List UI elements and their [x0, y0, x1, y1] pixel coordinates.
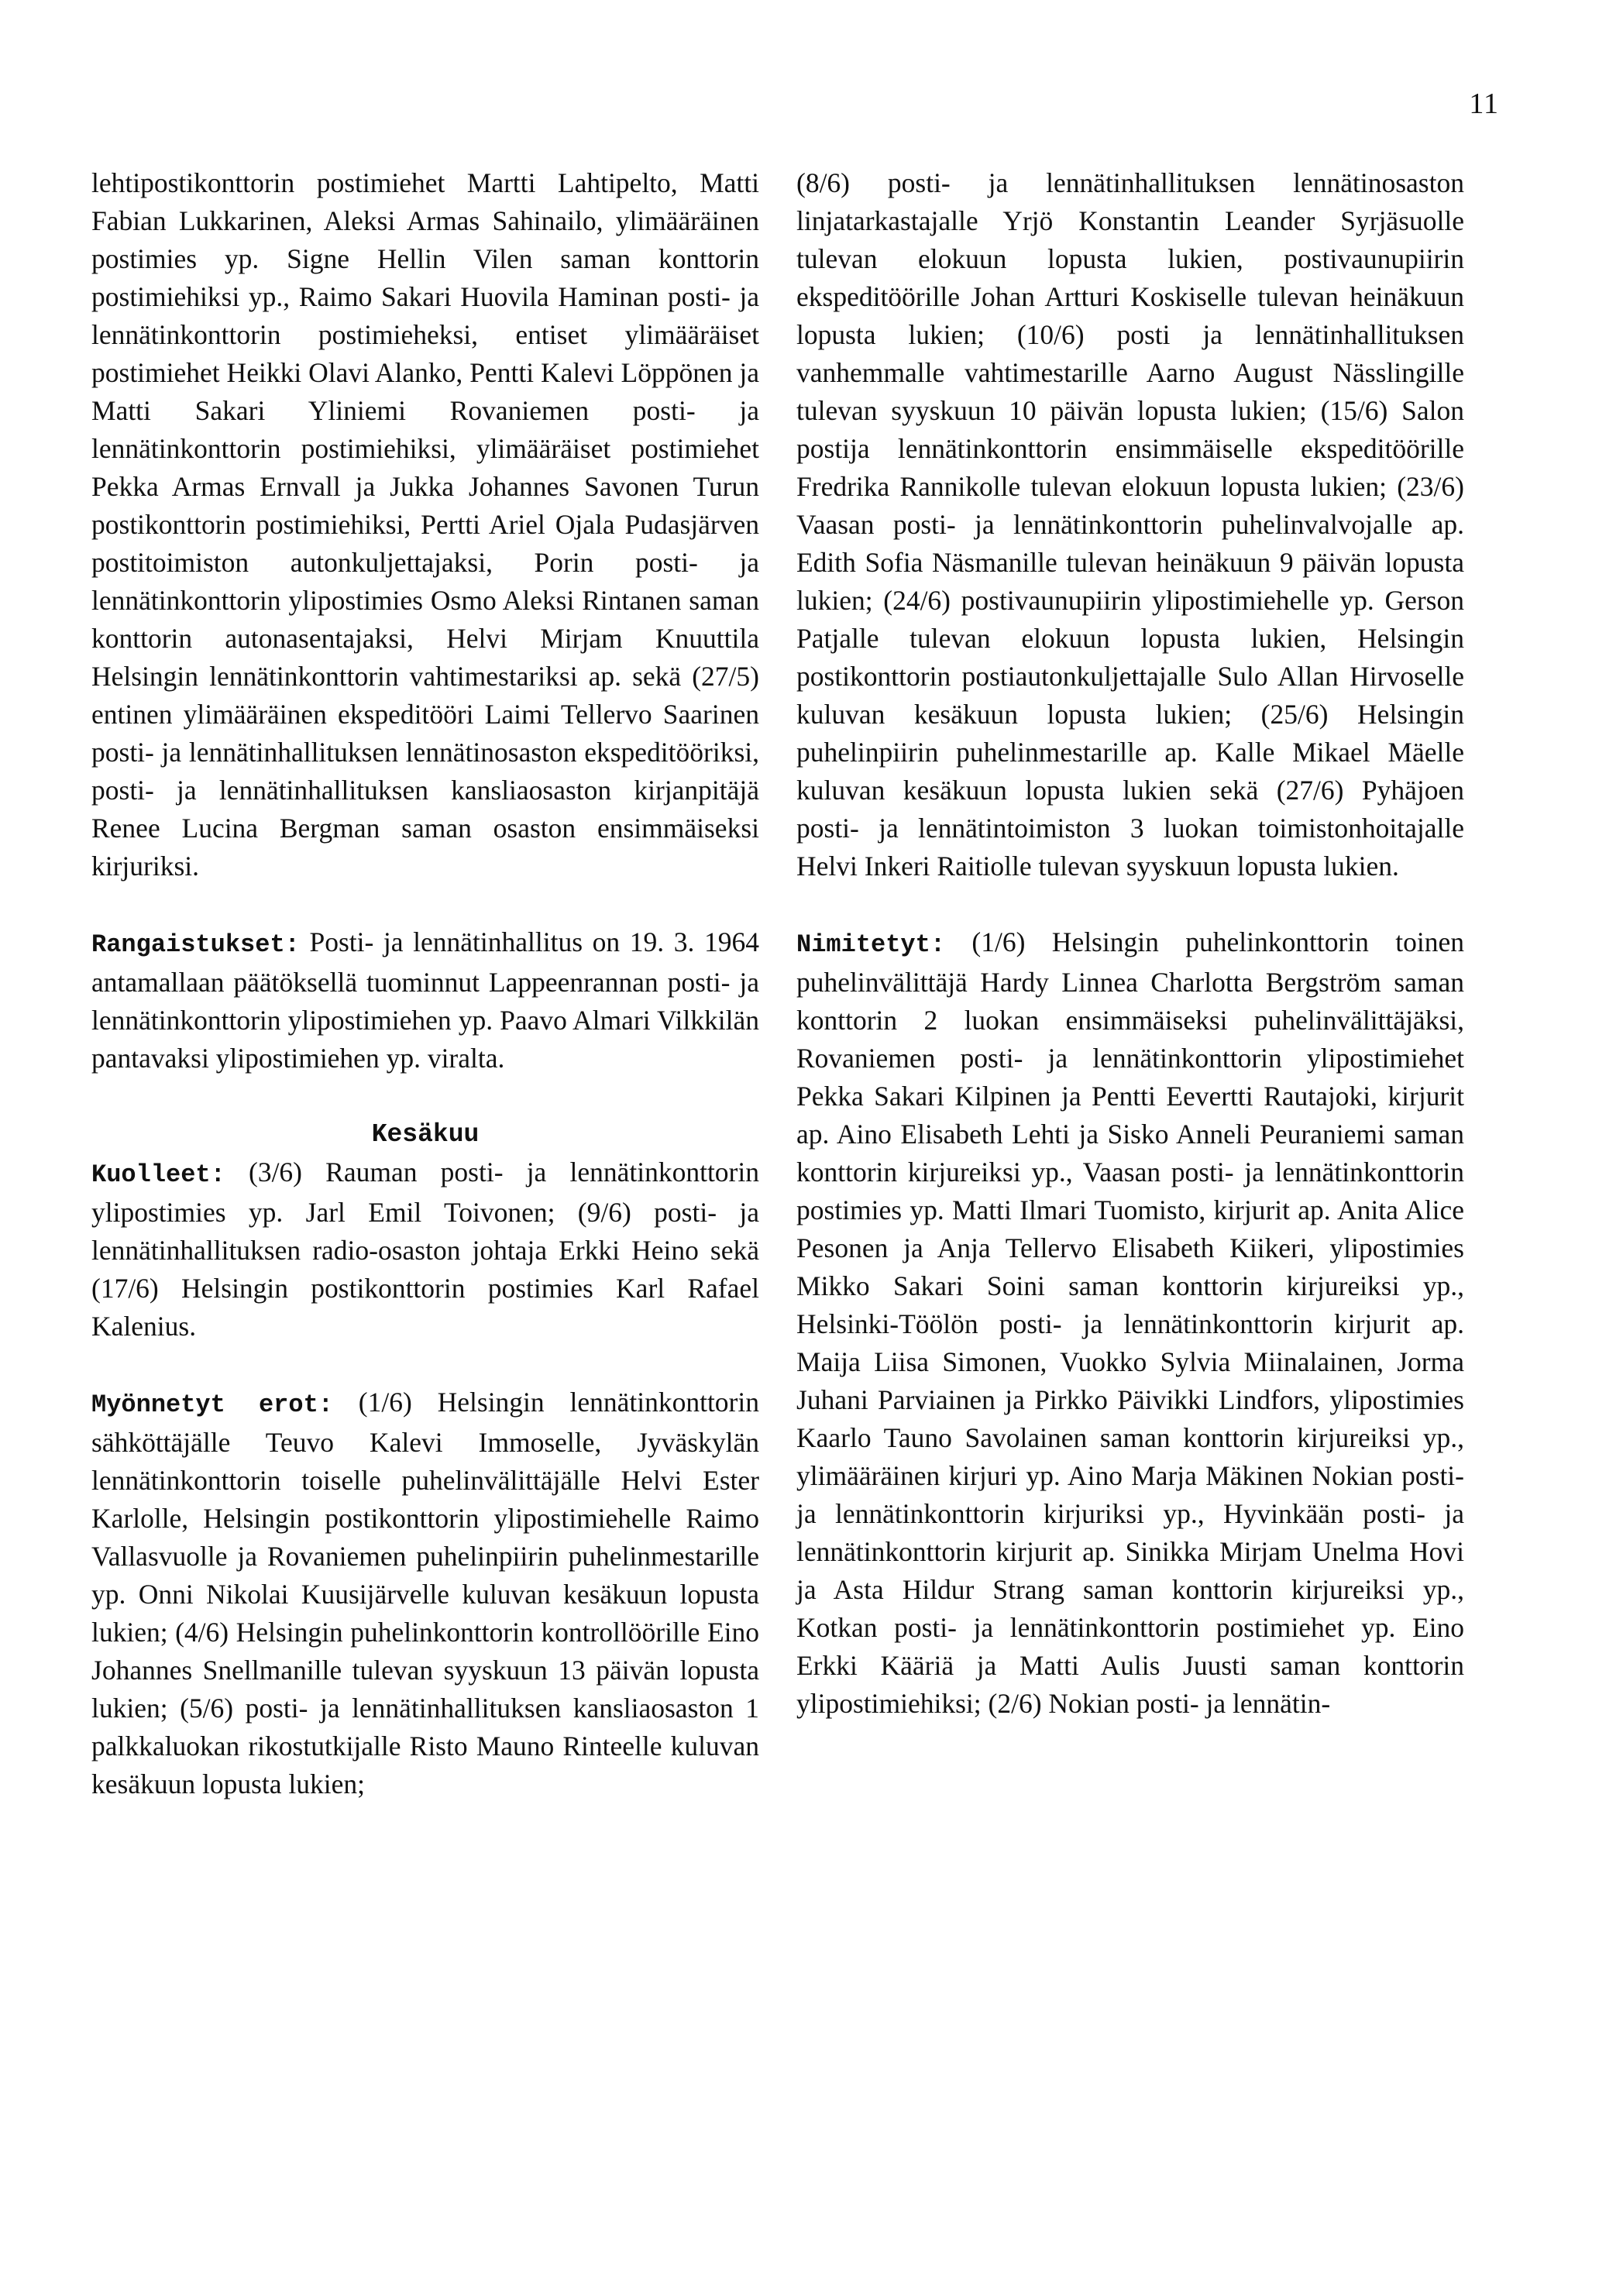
resignations-continued-paragraph: (8/6) posti- ja lennätinhallituksen lennätinosaston linjatarkastajalle Yrjö Konstantin Leander Syrjäsuolle tulevan elokuun lopusta lukien, postivaunupiirin ekspeditöörille Johan Artturi Koskiselle tulevan heinäkuun lopusta lukien; (10/6) posti ja lennätinhallituksen vanhemmalle vahtimestarille Aarno August Nässlingille tulevan syyskuun 10 päivän lopusta lukien; (15/6) Salon postija lennätinkonttorin ensimmäiselle ekspeditöörille Fredrika Rannikolle tulevan elokuun lopusta lukien; (23/6) Vaasan posti- ja lennätinkonttorin puhelinvalvojalle ap. Edith Sofia Näsmanille tulevan heinäkuun 9 päivän lopusta lukien; (24/6) postivaunupiirin ylipostimiehelle yp. Gerson Patjalle tulevan elokuun lopusta lukien, Helsingin postikonttorin postiautonkuljettajalle Sulo Allan Hirvoselle kuluvan kesäkuun lopusta lukien; (25/6) Helsingin puhelinpiirin puhelinmestarille ap. Kalle Mikael Mäelle kuluvan kesäkuun lopusta lukien sekä (27/6) Pyhäjoen posti- ja lennätintoimiston 3 luokan toimistonhoitajalle Helvi Inkeri Raitiolle tulevan syyskuun lopusta lukien. [796, 167, 1464, 882]
resignations-text: (1/6) Helsingin lennätinkonttorin sähköttäjälle Teuvo Kalevi Immoselle, Jyväskylän lennätinkonttorin toiselle puhelinvälittäjälle Helvi Ester Karlolle, Helsingin postikonttorin ylipostimiehelle Raimo Vallasvuolle ja Rovaniemen puhelinpiirin puhelinmestarille yp. Onni Nikolai Kuusijärvelle kuluvan kesäkuun lopusta lukien; (4/6) Helsingin puhelinkonttorin kontrollöörille Eino Johannes Snellmanille tulevan syyskuun 13 päivän lopusta lukien; (5/6) posti- ja lennätinhallituksen kansliaosaston 1 palkkaluokan rikostutkijalle Risto Mauno Rinteelle kuluvan kesäkuun lopusta lukien; [91, 1387, 759, 1799]
page-number: 11 [1469, 88, 1499, 120]
penalties-label: Rangaistukset: [91, 930, 300, 959]
deceased-text: (3/6) Rauman posti- ja lennätinkonttorin ylipostimies yp. Jarl Emil Toivonen; (9/6) posti- ja lennätinhallituksen radio-osaston johtaja Erkki Heino sekä (17/6) Helsingin postikonttorin postimies Karl Rafael Kalenius. [91, 1157, 759, 1342]
penalties-text: Posti- ja lennätinhallitus on 19. 3. 1964 antamallaan päätöksellä tuominnut Lappeenrannan posti- ja lennätinkonttorin ylipostimiehen yp. Paavo Almari Vilkkilän pantavaksi ylipostimiehen yp. viralta. [91, 926, 759, 1074]
right-column [796, 164, 1464, 1723]
resignations-paragraph [91, 1383, 759, 1803]
appointments-continued-paragraph: lehtipostikonttorin postimiehet Martti Lahtipelto, Matti Fabian Lukkarinen, Aleksi Armas Sahinailo, ylimääräinen postimies yp. Signe Hellin Vilen saman konttorin postimiehiksi yp., Raimo Sakari Huovila Haminan posti- ja lennätinkonttorin postimieheksi, entiset ylimääräiset postimiehet Heikki Olavi Alanko, Pentti Kalevi Löppönen ja Matti Sakari Yliniemi Rovaniemen posti- ja lennätinkonttorin postimiehiksi, ylimääräiset postimiehet Pekka Armas Ernvall ja Jukka Johannes Savonen Turun postikonttorin postimiehiksi, Pertti Ariel Ojala Pudasjärven postitoimiston autonkuljettajaksi, Porin posti- ja lennätinkonttorin ylipostimies Osmo Aleksi Rintanen saman konttorin autonasentajaksi, Helvi Mirjam Knuuttila Helsingin lennätinkonttorin vahtimestariksi ap. sekä (27/5) entinen ylimääräinen ekspeditööri Laimi Tellervo Saarinen posti- ja lennätinhallituksen lennätinosaston ekspeditööriksi, posti- ja lennätinhallituksen kansliaosaston kirjanpitäjä Renee Lucina Bergman saman osaston ensimmäiseksi kirjuriksi. [91, 167, 759, 882]
left-column [91, 164, 759, 1803]
penalties-paragraph [91, 923, 759, 1078]
deceased-paragraph [91, 1153, 759, 1346]
deceased-label: Kuolleet: [91, 1160, 225, 1189]
month-heading: Kesäkuu [371, 1120, 480, 1149]
appointments-paragraph [796, 923, 1464, 1723]
appointments-text: (1/6) Helsingin puhelinkonttorin toinen puhelinvälittäjä Hardy Linnea Charlotta Bergström saman konttorin 2 luokan ensimmäiseksi puhelinvälittäjäksi, Rovaniemen posti- ja lennätinkonttorin ylipostimiehet Pekka Sakari Kilpinen ja Pentti Eevertti Rautajoki, kirjurit ap. Aino Elisabeth Lehti ja Sisko Anneli Peuraniemi saman konttorin kirjureiksi yp., Vaasan posti- ja lennätinkonttorin postimies yp. Matti Ilmari Tuomisto, kirjurit ap. Anita Alice Pesonen ja Anja Tellervo Elisabeth Kiikeri, ylipostimies Mikko Sakari Soini saman konttorin kirjureiksi yp., Helsinki-Töölön posti- ja lennätinkonttorin kirjurit ap. Maija Liisa Simonen, Vuokko Sylvia Miinalainen, Jorma Juhani Parviainen ja Pirkko Päivikki Lindfors, ylipostimies Kaarlo Tauno Savolainen saman konttorin kirjureiksi yp., ylimääräinen kirjuri yp. Aino Marja Mäkinen Nokian posti- ja lennätinkonttorin kirjuriksi yp., Hyvinkään posti- ja lennätinkonttorin kirjurit ap. Sinikka Mirjam Unelma Hovi ja Asta Hildur Strang saman konttorin kirjureiksi yp., Kotkan posti- ja lennätinkonttorin postimiehet yp. Eino Erkki Kääriä ja Matti Aulis Juusti saman konttorin ylipostimiehiksi; (2/6) Nokian posti- ja lennätin- [796, 926, 1464, 1719]
appointments-label: Nimitetyt: [796, 930, 946, 959]
resignations-label: Myönnetyt erot: [91, 1390, 333, 1419]
